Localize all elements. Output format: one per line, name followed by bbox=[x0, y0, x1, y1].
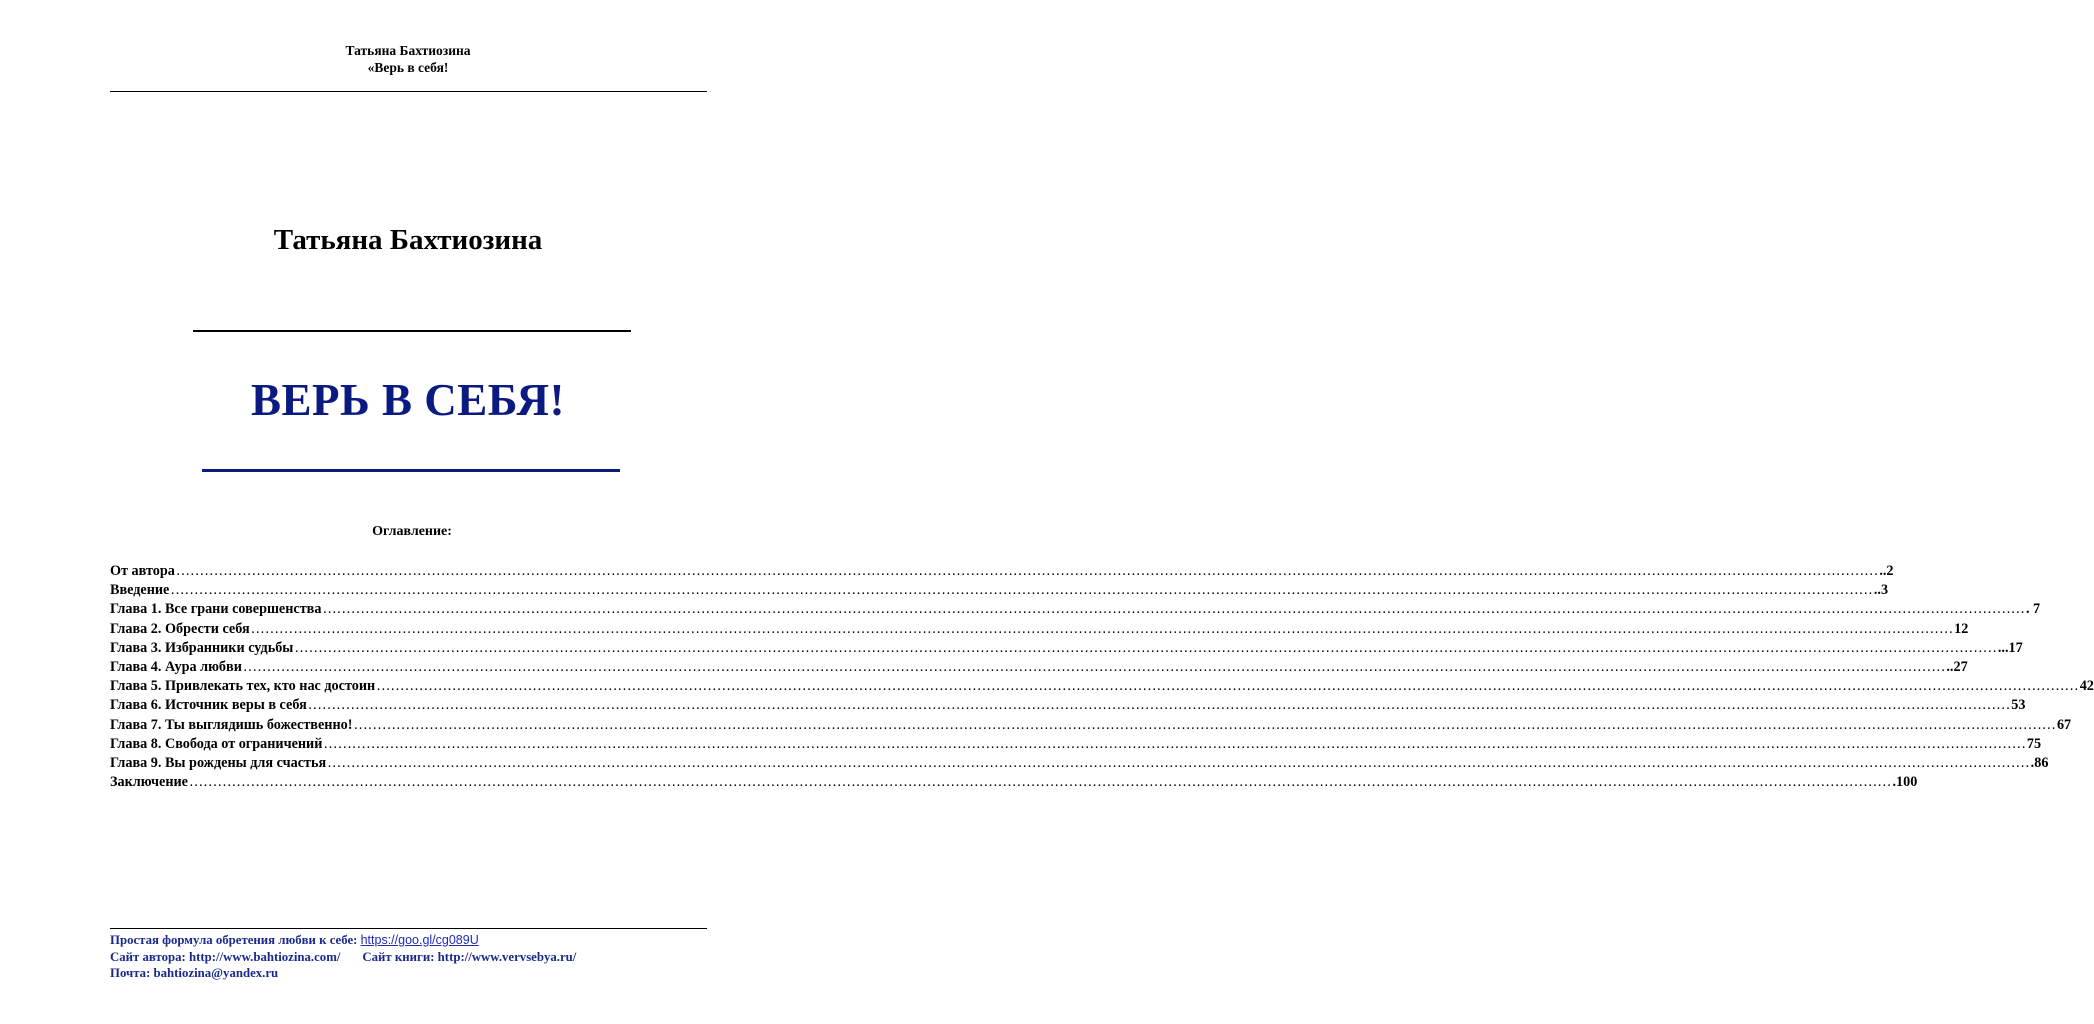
toc-heading: Оглавление: bbox=[372, 524, 452, 539]
footer-sites-line bbox=[110, 949, 710, 966]
toc-entry-label: Глава 2. Обрести себя bbox=[110, 620, 250, 637]
toc-entry-label: Глава 3. Избранники судьбы bbox=[110, 639, 294, 656]
toc-entry-page: ..3 bbox=[1873, 582, 1889, 599]
toc-dot-leader: ……………………………………………………………………………………………………………………………………………………………………………………………………………………………………………………………………………………………………………………………… bbox=[188, 774, 1892, 791]
toc-entry-page: .100 bbox=[1892, 774, 1918, 791]
toc-entry[interactable] bbox=[110, 639, 2023, 658]
toc-entry[interactable] bbox=[110, 735, 2042, 754]
toc-entry-label: Заключение bbox=[110, 774, 188, 791]
toc-entry-label: Введение bbox=[110, 582, 170, 599]
footer-formula-label: Простая формула обретения любви к себе: bbox=[110, 933, 361, 947]
toc-entry-label: Глава 7. Ты выглядишь божественно! bbox=[110, 716, 353, 733]
toc-dot-leader: ……………………………………………………………………………………………………………………………………………………………………………………………………………………………………………………………………………………………………………………………… bbox=[175, 563, 1879, 579]
footer-email[interactable]: Почта: bahtiozina@yandex.ru bbox=[110, 966, 279, 981]
toc-dot-leader: ……………………………………………………………………………………………………………………………………………………………………………………………………………………………………………………………………………………………………………………………… bbox=[294, 639, 1997, 656]
toc-dot-leader: ……………………………………………………………………………………………………………………………………………………………………………………………………………………………………………………………………………………………………………………………… bbox=[250, 620, 1954, 637]
toc-entry[interactable] bbox=[110, 677, 2094, 696]
toc-entry[interactable] bbox=[110, 754, 2049, 773]
toc-entry-page: .86 bbox=[2030, 755, 2049, 772]
author-site[interactable]: Сайт автора: http://www.bahtiozina.com/ bbox=[110, 949, 341, 964]
toc-entry-page: 53 bbox=[2011, 697, 2026, 714]
toc-entry[interactable] bbox=[110, 581, 1889, 600]
toc-entry-page: . 7 bbox=[2025, 601, 2041, 618]
footer-divider bbox=[110, 928, 707, 929]
toc-entry[interactable] bbox=[110, 773, 1918, 792]
toc-entry-label: Глава 1. Все грани совершенства bbox=[110, 601, 322, 618]
toc-entry[interactable] bbox=[110, 658, 1968, 677]
toc-entry-page: 67 bbox=[2056, 716, 2072, 733]
toc-entry-page: ..27 bbox=[1946, 659, 1968, 676]
toc-entry-page: ..2 bbox=[1879, 563, 1894, 579]
formula-link[interactable]: https://goo.gl/cg089U bbox=[360, 933, 479, 947]
book-title: ВЕРЬ В СЕБЯ! bbox=[250, 375, 566, 425]
footer bbox=[110, 932, 710, 982]
toc-entry-label: Глава 5. Привлекать тех, кто нас достоин bbox=[110, 678, 376, 695]
toc-entry-label: Глава 8. Свобода от ограничений bbox=[110, 735, 323, 752]
toc-entry[interactable] bbox=[110, 620, 1969, 639]
toc-entry-label: От автора bbox=[110, 563, 175, 579]
header-divider bbox=[110, 91, 707, 92]
header-title: «Верь в себя! bbox=[367, 60, 449, 75]
toc-dot-leader: ……………………………………………………………………………………………………………………………………………………………………………………………………………………………………………………………………………………………………………………………… bbox=[323, 735, 2026, 752]
toc-dot-leader: ……………………………………………………………………………………………………………………………………………………………………………………………………………………………………………………………………………………………………………………………… bbox=[353, 716, 2056, 733]
table-of-contents bbox=[110, 562, 2094, 792]
toc-dot-leader: ……………………………………………………………………………………………………………………………………………………………………………………………………………………………………………………………………………………………………………………………… bbox=[322, 601, 2025, 618]
toc-entry-page: ...17 bbox=[1997, 639, 2023, 656]
toc-entry-page: 42 bbox=[2079, 678, 2094, 695]
title-divider-top bbox=[193, 330, 631, 332]
toc-entry-page: 75 bbox=[2026, 735, 2042, 752]
toc-entry-label: Глава 4. Аура любви bbox=[110, 659, 242, 676]
toc-dot-leader: ……………………………………………………………………………………………………………………………………………………………………………………………………………………………………………………………………………………………………………………………… bbox=[376, 678, 2079, 695]
toc-entry[interactable] bbox=[110, 600, 2041, 619]
toc-entry[interactable] bbox=[110, 562, 1894, 581]
toc-entry-label: Глава 9. Вы рождены для счастья bbox=[110, 755, 327, 772]
toc-entry[interactable] bbox=[110, 716, 2072, 735]
toc-dot-leader: ……………………………………………………………………………………………………………………………………………………………………………………………………………………………………………………………………………………………………………………………… bbox=[307, 697, 2011, 714]
cover-author: Татьяна Бахтиозина bbox=[273, 224, 543, 256]
toc-dot-leader: ……………………………………………………………………………………………………………………………………………………………………………………………………………………………………………………………………………………………………………………………… bbox=[242, 659, 1946, 676]
toc-entry-label: Глава 6. Источник веры в себя bbox=[110, 697, 307, 714]
toc-dot-leader: ……………………………………………………………………………………………………………………………………………………………………………………………………………………………………………………………………………………………………………………………… bbox=[327, 755, 2030, 772]
toc-dot-leader: ……………………………………………………………………………………………………………………………………………………………………………………………………………………………………………………………………………………………………………………………… bbox=[170, 582, 1873, 599]
running-header bbox=[110, 42, 706, 76]
footer-formula-line bbox=[110, 932, 710, 949]
header-author: Татьяна Бахтиозина bbox=[345, 43, 471, 58]
title-divider-bottom bbox=[202, 469, 620, 472]
book-site[interactable]: Сайт книги: http://www.vervsebya.ru/ bbox=[362, 949, 577, 964]
toc-entry-page: 12 bbox=[1954, 620, 1969, 637]
toc-entry[interactable] bbox=[110, 696, 2026, 715]
